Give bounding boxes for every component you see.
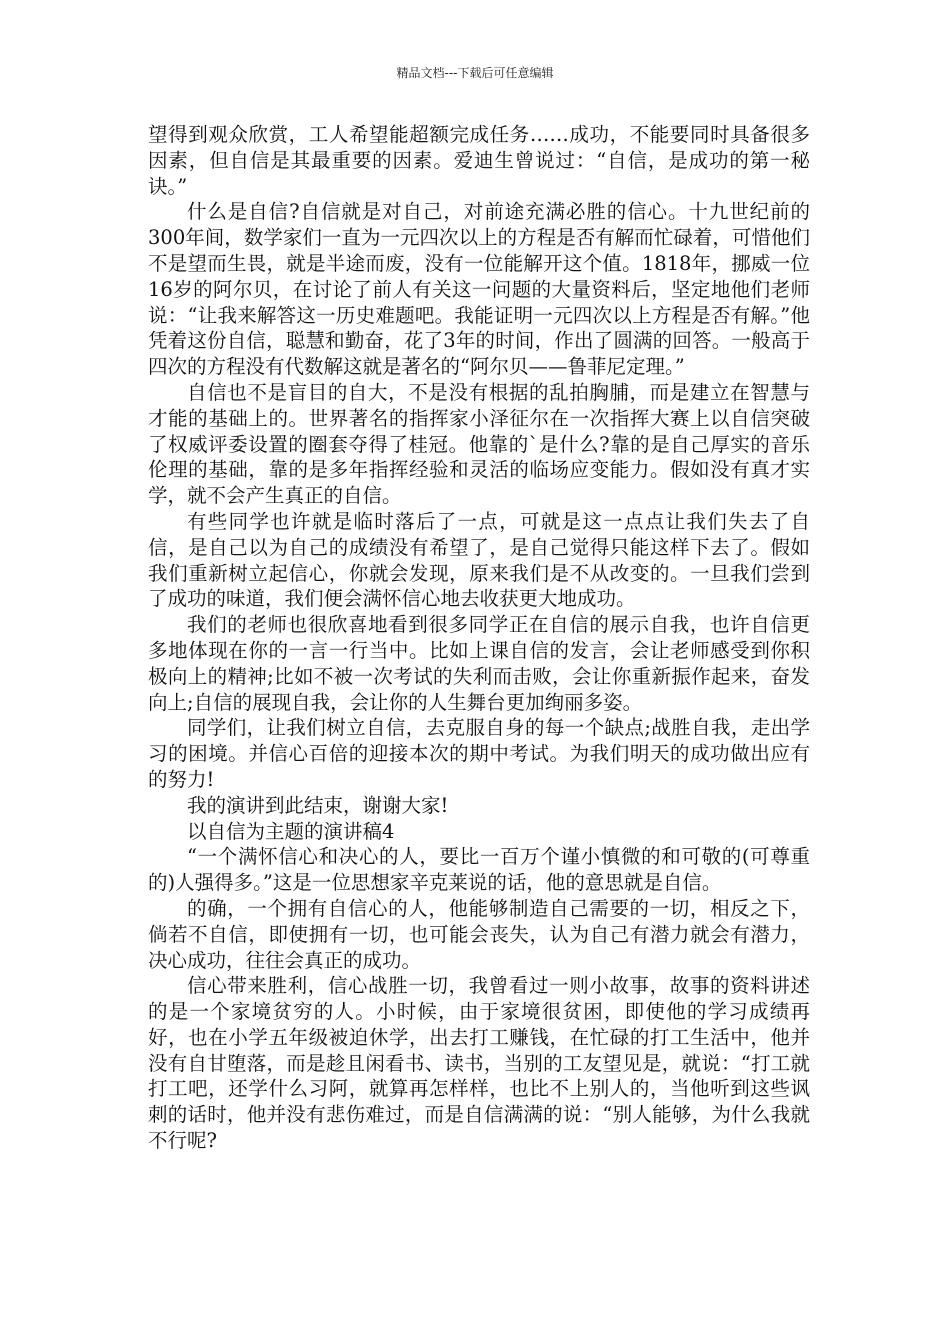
section-heading: 以自信为主题的演讲稿4 — [187, 819, 395, 843]
document-body — [148, 122, 810, 1154]
paragraph: 我们的老师也很欣喜地看到很多同学正在自信的展示自我，也许自信更多地体现在你的一言一行当中。比如上课自信的发言，会让老师感受到你积极向上的精神;比如不被一次考试的失利而击败，会让你重新振作起来，奋发向上;自信的展现自我，会让你的人生舞台更加绚丽多姿。 — [148, 613, 810, 714]
paragraph: 什么是自信?自信就是对自己，对前途充满必胜的信心。十九世纪前的300年间，数学家们一直为一元四次以上的方程是否有解而忙碌着，可惜他们不是望而生畏，就是半途而废，没有一位能解开这个值。1818年，挪威一位16岁的阿尔贝，在讨论了前人有关这一问题的大量资料后，坚定地他们老师说：“让我来解答这一历史难题吧。我能证明一元四次以上方程是否有解。”他凭着这份自信，聪慧和勤奋，花了3年的时间，作出了圆满的回答。一般高于四次的方程没有代数解这就是著名的“阿尔贝——鲁菲尼定理。” — [148, 200, 810, 379]
paragraph: 望得到观众欣赏，工人希望能超额完成任务……成功，不能要同时具备很多因素，但自信是其最重要的因素。爱迪生曾说过：“自信，是成功的第一秘诀。” — [148, 123, 810, 198]
paragraph: 的确，一个拥有自信心的人，他能够制造自己需要的一切，相反之下，倘若不自信，即使拥有一切，也可能会丧失，认为自己有潜力就会有潜力，决心成功，往往会真正的成功。 — [148, 896, 810, 972]
paragraph: “一个满怀信心和决心的人，要比一百万个谨小慎微的和可敬的(可尊重的)人强得多。”这是一位思想家辛克莱说的话，他的意思就是自信。 — [148, 845, 810, 895]
paragraph: 信心带来胜利，信心战胜一切，我曾看过一则小故事，故事的资料讲述的是一个家境贫穷的人。小时候，由于家境很贫困，即使他的学习成绩再好，也在小学五年级被迫休学，出去打工赚钱，在忙碌的打工生活中，他并没有自甘堕落，而是趁且闲看书、读书，当别的工友望见是，就说：“打工就打工吧，还学什么习阿，就算再怎样样，也比不上别人的，当他听到这些讽刺的话时，他并没有悲伤难过，而是自信满满的说：“别人能够，为什么我就不行呢? — [148, 974, 810, 1153]
closing-line: 我的演讲到此结束，谢谢大家! — [187, 793, 449, 817]
paragraph: 有些同学也许就是临时落后了一点，可就是这一点点让我们失去了自信，是自己以为自己的成绩没有希望了，是自己觉得只能这样下去了。假如我们重新树立起信心，你就会发现，原来我们是不从改变的。一旦我们尝到了成功的味道，我们便会满怀信心地去收获更大地成功。 — [148, 509, 810, 611]
paragraph: 自信也不是盲目的自大，不是没有根据的乱拍胸脯，而是建立在智慧与才能的基础上的。世界著名的指挥家小泽征尔在一次指挥大赛上以自信突破了权威评委设置的圈套夺得了桂冠。他靠的`是什么?靠的是自己厚实的音乐伦理的基础，靠的是多年指挥经验和灵活的临场应变能力。假如没有真才实学，就不会产生真正的自信。 — [148, 380, 810, 508]
paragraph: 同学们，让我们树立自信，去克服自身的每一个缺点;战胜自我，走出学习的困境。并信心百倍的迎接本次的期中考试。为我们明天的成功做出应有的努力! — [148, 716, 810, 791]
page-header: 精品文档---下载后可任意编辑 — [396, 66, 554, 80]
